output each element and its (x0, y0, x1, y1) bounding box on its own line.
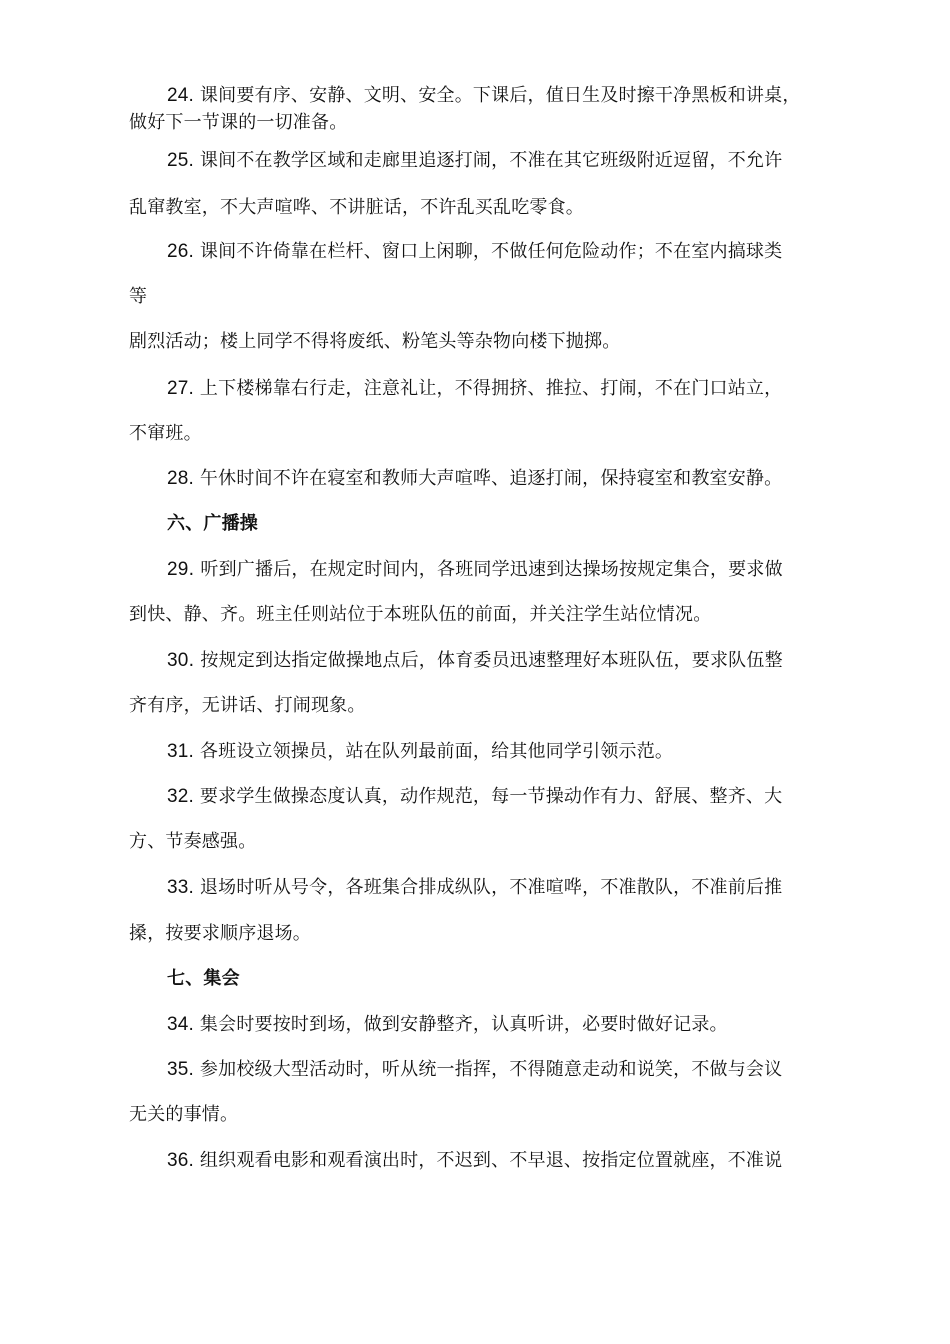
item-text: 退场时听从号令，各班集合排成纵队，不准喧哗，不准散队，不准前后推 (194, 877, 783, 898)
item-text: 课间不在教学区域和走廊里追逐打闹，不准在其它班级附近逗留，不允许 (194, 150, 783, 171)
item-text: . 听到广播后，在规定时间内，各班同学迅速到达操场按规定集合，要求做 (188, 559, 783, 580)
item-28-line-1 (167, 467, 782, 491)
item-35-line-1 (167, 1058, 782, 1082)
item-text: 课间不许倚靠在栏杆、窗口上闲聊，不做任何危险动作；不在室内搞球类 (194, 241, 783, 262)
item-33-line-1 (167, 876, 782, 900)
section-heading-assembly: 七、集会 (167, 968, 240, 989)
item-30-line-1 (167, 649, 783, 673)
item-text: 参加校级大型活动时，听从统一指挥，不得随意走动和说笑，不做与会议 (194, 1059, 783, 1080)
item-number: 36. (167, 1150, 195, 1171)
item-30-line-2: 齐有序，无讲话、打闹现象。 (129, 695, 366, 716)
item-text: 上下楼梯靠右行走，注意礼让，不得拥挤、推拉、打闹，不在门口站立， (194, 378, 783, 399)
section-heading-broadcast-exercise: 六、广播操 (167, 513, 258, 534)
item-text: 各班设立领操员，站在队列最前面，给其他同学引领示范。 (194, 741, 674, 762)
item-34-line-1 (167, 1013, 728, 1037)
item-36-line-1 (167, 1149, 782, 1173)
item-24-line-2: 做好下一节课的一切准备。 (129, 112, 348, 133)
item-text: 要求学生做操态度认真，动作规范，每一节操动作有力、舒展、整齐、大 (194, 786, 783, 807)
item-number: 30 (167, 650, 189, 671)
item-29-line-2: 到快、静、齐。班主任则站位于本班队伍的前面，并关注学生站位情况。 (129, 604, 712, 625)
item-32-line-2: 方、节奏感强。 (129, 831, 257, 852)
item-27-line-1 (167, 377, 782, 401)
item-number: 28. (167, 468, 195, 489)
item-24-line-1 (167, 84, 801, 108)
item-text: 午休时间不许在寝室和教师大声喧哗、追逐打闹，保持寝室和教室安静。 (194, 468, 783, 489)
item-number: 31. (167, 741, 195, 762)
item-number: 33. (167, 877, 195, 898)
item-27-line-2: 不窜班。 (129, 423, 202, 444)
item-26-line-3: 剧烈活动；楼上同学不得将废纸、粉笔头等杂物向楼下抛掷。 (129, 331, 621, 352)
item-text: 课间要有序、安静、文明、安全。下课后，值日生及时擦干净黑板和讲桌， (194, 85, 801, 106)
item-text: . 按规定到达指定做操地点后，体育委员迅速整理好本班队伍，要求队伍整 (188, 650, 783, 671)
item-number: 35. (167, 1059, 195, 1080)
item-number: 34. (167, 1014, 195, 1035)
item-26-line-1 (167, 240, 782, 264)
item-text: 集会时要按时到场，做到安静整齐，认真听讲，必要时做好记录。 (194, 1014, 728, 1035)
item-number: 32. (167, 786, 195, 807)
item-26-line-2: 等 (129, 286, 148, 307)
item-32-line-1 (167, 785, 782, 809)
item-number: 29 (167, 559, 189, 580)
item-number: 24. (167, 85, 195, 106)
item-number: 25. (167, 150, 195, 171)
item-25-line-2: 乱窜教室，不大声喧哗、不讲脏话，不许乱买乱吃零食。 (129, 197, 584, 218)
item-29-line-1 (167, 558, 783, 582)
item-31-line-1 (167, 740, 673, 764)
item-number: 26. (167, 241, 195, 262)
item-text: 组织观看电影和观看演出时，不迟到、不早退、按指定位置就座，不准说 (194, 1150, 783, 1171)
item-35-line-2: 无关的事情。 (129, 1104, 239, 1125)
item-33-line-2: 搡，按要求顺序退场。 (129, 923, 311, 944)
item-25-line-1 (167, 149, 782, 173)
item-number: 27. (167, 378, 195, 399)
